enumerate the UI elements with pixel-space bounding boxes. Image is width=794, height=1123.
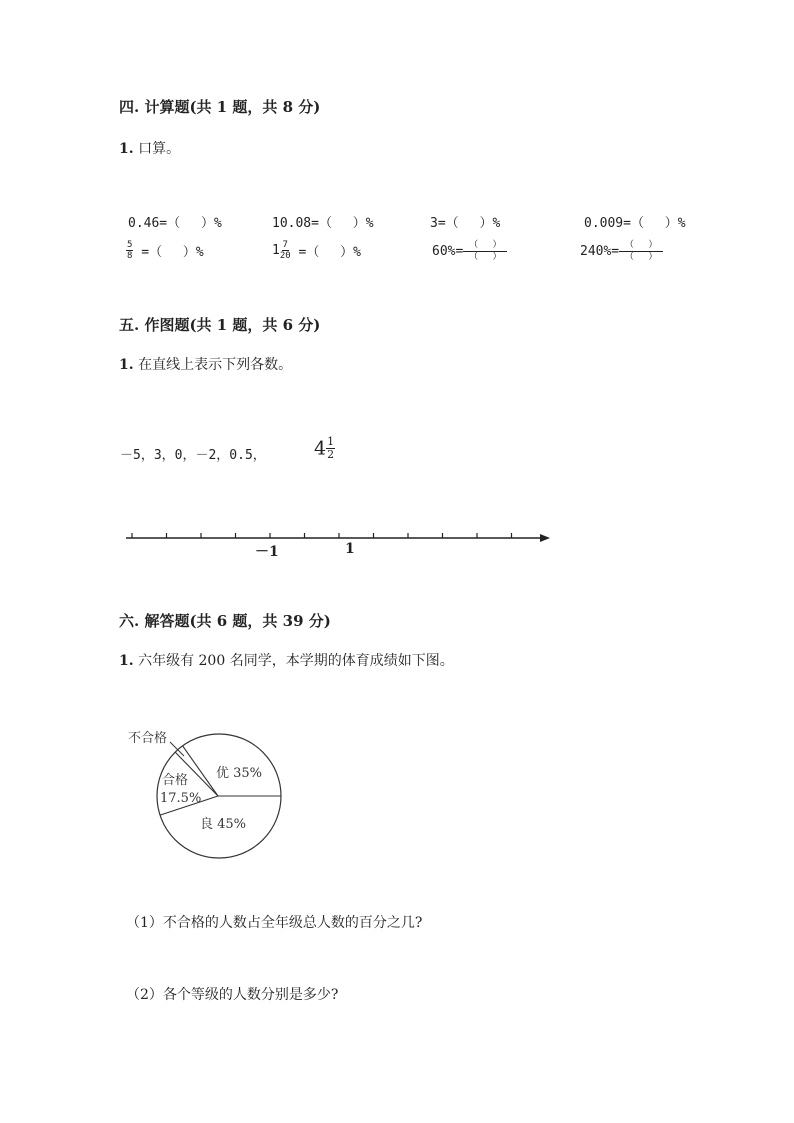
calc-item-3: 3=（ ）%: [430, 216, 501, 231]
tick-label-pos-one: 1: [345, 541, 355, 557]
section-6-title: 六. 解答题(共 6 题，共 39 分): [119, 612, 331, 630]
slice-label-buhege: 不合格: [128, 731, 168, 746]
pie-chart: [122, 722, 312, 872]
calc-item-1: 0.46=（ ）%: [128, 216, 222, 231]
tick-label-neg-one: －1: [255, 544, 279, 560]
slice-label-hege: 合格: [162, 773, 189, 788]
calc-item-8: 240%= $\frac{( )}{( )}$: [580, 240, 663, 263]
fraction: $\frac{7}{20}$: [279, 240, 291, 261]
question-text: 在直线上表示下列各数。: [138, 357, 293, 373]
sub-question-1: （1）不合格的人数占全年级总人数的百分之几?: [126, 915, 423, 931]
calc-item-4: 0.009=（ ）%: [584, 216, 686, 231]
number-line: [120, 520, 560, 560]
calc-item-7: 60%= $\frac{( )}{( )}$: [432, 240, 507, 263]
slice-label-liang: 良 45%: [200, 817, 247, 832]
question-text: 口算。: [138, 141, 181, 157]
axis-arrow: [540, 534, 550, 542]
calc-item-2: 10.08=（ ）%: [272, 216, 374, 231]
section-4-title: 四. 计算题(共 1 题，共 8 分): [119, 98, 321, 116]
question-text: 六年级有 200 名同学，本学期的体育成绩如下图。: [138, 653, 454, 669]
calc-item-6: 1 $\frac{7}{20}$ =（ ）%: [272, 240, 361, 261]
boundary-you-buhege: [183, 746, 218, 796]
sub-question-2: （2）各个等级的人数分别是多少?: [126, 987, 339, 1003]
fraction: $\frac{5}{8}$: [127, 240, 133, 261]
section-5-title: 五. 作图题(共 1 题，共 6 分): [119, 316, 321, 334]
slice-label-you: 优 35%: [216, 766, 263, 781]
question-number: 1.: [119, 653, 134, 669]
question-6-1: [119, 650, 454, 670]
question-number: 1.: [119, 141, 134, 157]
blank-fraction: $\frac{( )}{( )}$: [619, 240, 663, 263]
number-list: －5，3，0，－2，0.5，: [120, 448, 266, 463]
slice-label-hege-value: 17.5%: [160, 791, 202, 806]
calc-item-5: $\frac{5}{8}$ =（ ）%: [127, 240, 204, 261]
question-5-1: [119, 354, 292, 374]
blank-fraction: $\frac{( )}{( )}$: [463, 240, 507, 263]
question-number: 1.: [119, 357, 134, 373]
question-4-1: [119, 138, 180, 158]
mixed-number: 4 $\frac{1}{2}$: [314, 435, 335, 461]
